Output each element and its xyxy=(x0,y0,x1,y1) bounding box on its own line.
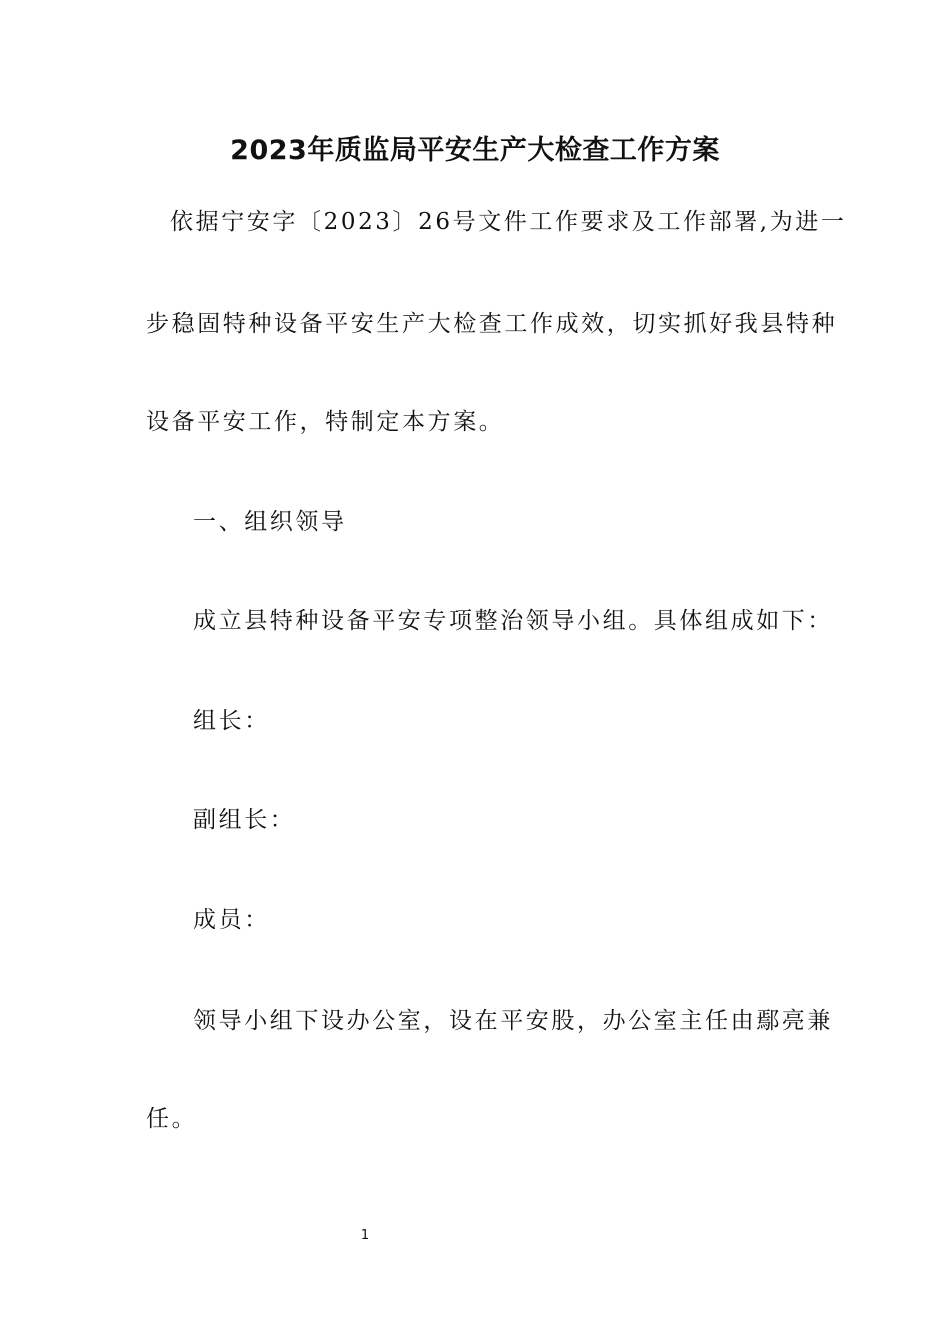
office-line-2: 任。 xyxy=(146,1106,198,1132)
leader-label: 组长： xyxy=(193,708,270,734)
org-text: 成立县特种设备平安专项整治领导小组。具体组成如下： xyxy=(193,608,833,634)
office-line-1: 领导小组下设办公室，设在平安股，办公室主任由鄢亮兼 xyxy=(193,1008,833,1034)
members-label: 成员： xyxy=(193,907,270,933)
page-number: 1 xyxy=(360,1228,370,1243)
intro-line-1: 依据宁安字〔2023〕26号文件工作要求及工作部署,为进一 xyxy=(170,209,847,235)
intro-line-3: 设备平安工作，特制定本方案。 xyxy=(146,409,505,435)
section-1-heading: 一、组织领导 xyxy=(193,509,347,535)
document-title: 2023年质监局平安生产大检查工作方案 xyxy=(230,135,720,166)
intro-line-2: 步稳固特种设备平安生产大检查工作成效，切实抓好我县特种 xyxy=(146,311,838,337)
deputy-leader-label: 副组长： xyxy=(193,807,296,833)
